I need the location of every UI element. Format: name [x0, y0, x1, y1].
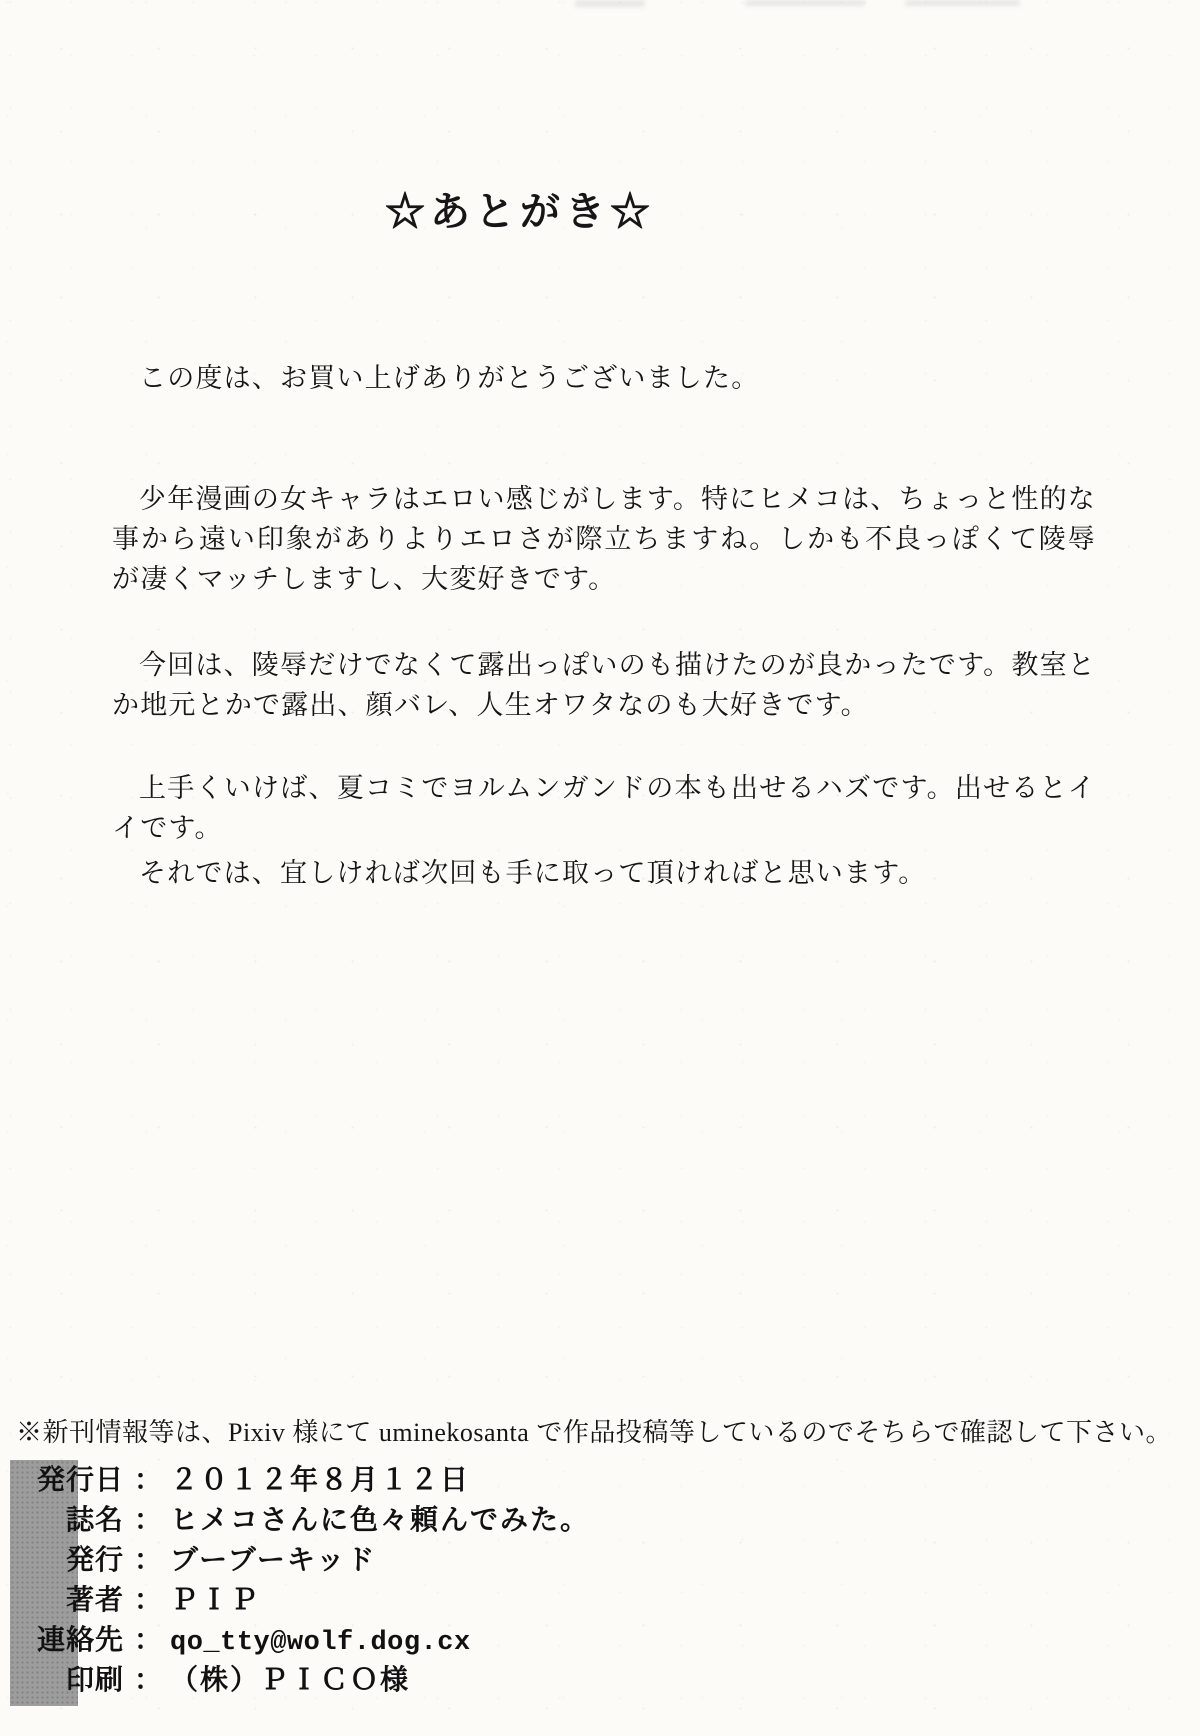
- colophon-label: 発行日: [36, 1464, 124, 1495]
- colophon-label: 著者: [65, 1584, 124, 1615]
- colophon-rows: [28, 1460, 590, 1700]
- colophon-colon: ：: [134, 1464, 163, 1495]
- afterword-paragraph-4: 上手くいけば、夏コミでヨルムンガンドの本も出せるハズです。出せるとイイです。: [112, 773, 1096, 843]
- colophon-value: ブーブーキッド: [170, 1544, 377, 1575]
- afterword-paragraph-1: この度は、お買い上げありがとうございました。: [139, 363, 760, 393]
- colophon-colon: ：: [134, 1624, 163, 1655]
- colophon: [0, 1458, 1200, 1710]
- colophon-value: ＰＩＰ: [170, 1584, 261, 1615]
- afterword-paragraph-5: それでは、宜しければ次回も手に取って頂ければと思います。: [139, 858, 927, 888]
- colophon-row-publish-date: [28, 1460, 590, 1500]
- new-release-notice: ※新刊情報等は、Pixiv 様にて uminekosanta で作品投稿等しているのでそちらで確認して下さい。: [16, 1418, 1173, 1447]
- colophon-colon: ：: [134, 1584, 163, 1615]
- top-bleed-mark: [905, 0, 1020, 6]
- page-title: ☆あとがき☆: [385, 189, 655, 234]
- colophon-label: 発行: [65, 1544, 124, 1575]
- colophon-value: qo_tty@wolf.dog.cx: [170, 1628, 471, 1658]
- colophon-colon: ：: [134, 1504, 163, 1535]
- top-bleed-mark: [745, 0, 865, 6]
- colophon-row-printer: [28, 1660, 590, 1700]
- colophon-value: ２０１２年８月１２日: [170, 1464, 471, 1495]
- colophon-label: 誌名: [65, 1504, 124, 1535]
- colophon-value: （株）ＰＩＣＯ様: [170, 1664, 411, 1695]
- afterword-paragraph-2: 少年漫画の女キャラはエロい感じがします。特にヒメコは、ちょっと性的な事から遠い印象がありよりエロさが際立ちますね。しかも不良っぽくて陵辱が凄くマッチしますし、大変好きです。: [112, 484, 1096, 594]
- colophon-label: 印刷: [65, 1664, 124, 1695]
- colophon-value: ヒメコさんに色々頼んでみた。: [170, 1504, 591, 1535]
- afterword-paragraph-3: 今回は、陵辱だけでなくて露出っぽいのも描けたのが良かったです。教室とか地元とかで露出、顔バレ、人生オワタなのも大好きです。: [112, 650, 1096, 720]
- colophon-colon: ：: [134, 1544, 163, 1575]
- top-bleed-mark: [575, 0, 645, 7]
- colophon-row-author: [28, 1580, 590, 1620]
- colophon-row-publisher: [28, 1540, 590, 1580]
- colophon-row-book-title: [28, 1500, 590, 1540]
- colophon-colon: ：: [134, 1664, 163, 1695]
- colophon-row-contact: [28, 1620, 590, 1660]
- colophon-label: 連絡先: [36, 1624, 124, 1655]
